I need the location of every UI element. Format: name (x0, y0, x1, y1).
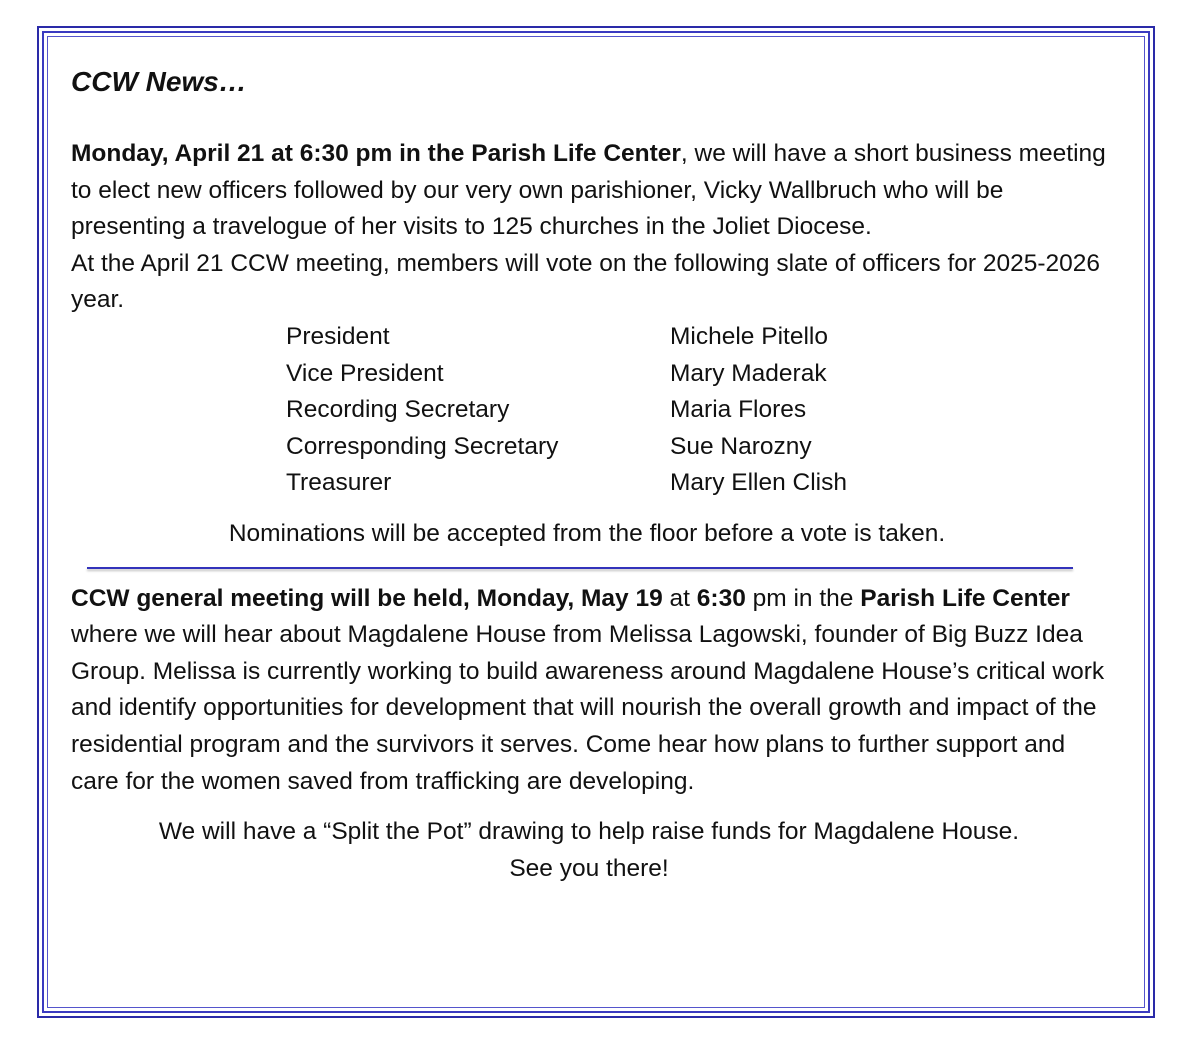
see-you-there: See you there! (509, 854, 669, 882)
officer-name: Sue Narozny (670, 432, 812, 460)
table-row (286, 392, 847, 429)
april-meeting-date: Monday, April 21 at 6:30 pm in the Parish Life Center (71, 140, 681, 167)
slate-intro-paragraph: At the April 21 CCW meeting, members will vote on the following slate of officers for 2025-2026 year. (71, 249, 1101, 314)
officer-role: Vice President (286, 359, 444, 387)
may-meeting-text-part: where we will hear about Magdalene House from Melissa Lagowski, founder of Big Buzz Idea Group. Melissa is currently working to build awareness around Magdalene House’s critical work and identify opportunities for development that will nourish the overall growth and impact of the residential program and the survivors it serves. Come hear how plans to further support and care for the women saved from trafficking are developing. (71, 621, 1105, 795)
officer-name: Mary Ellen Clish (670, 469, 847, 497)
page-title: CCW News… (71, 66, 247, 97)
officer-name: Maria Flores (670, 396, 807, 424)
officer-role: Treasurer (286, 469, 392, 497)
nominations-note: Nominations will be accepted from the floor before a vote is taken. (228, 519, 946, 547)
may-meeting-paragraph (71, 581, 1111, 801)
table-row (286, 356, 847, 393)
officer-slate-table (286, 319, 847, 502)
section-divider (87, 567, 1073, 569)
closing-block (71, 814, 1107, 887)
split-the-pot-note: We will have a “Split the Pot” drawing to help raise funds for Magdalene House. (158, 818, 1020, 846)
may-meeting-text-part: at (662, 584, 697, 612)
april-meeting-paragraph (71, 136, 1111, 246)
officer-role: President (286, 322, 390, 350)
table-row (286, 319, 847, 356)
newsletter-content (71, 62, 1111, 887)
table-row (286, 465, 847, 502)
may-meeting-text-part: pm in the (745, 584, 861, 612)
may-meeting-location: Parish Life Center (860, 584, 1070, 612)
officer-role: Corresponding Secretary (286, 432, 559, 460)
officer-role: Recording Secretary (286, 396, 510, 424)
officer-name: Michele Pitello (670, 322, 828, 350)
may-meeting-heading: CCW general meeting will be held, Monday, May 19 (71, 584, 663, 612)
may-meeting-time: 6:30 (696, 584, 746, 612)
table-row (286, 429, 847, 466)
april-meeting-text: , we will have a short business meeting to elect new officers followed by our very own parishioner, Vicky Wallbruch who will be presenting a travelogue of her visits to 125 churches in the Joliet Diocese. (71, 140, 1106, 241)
officer-name: Mary Maderak (670, 359, 827, 387)
